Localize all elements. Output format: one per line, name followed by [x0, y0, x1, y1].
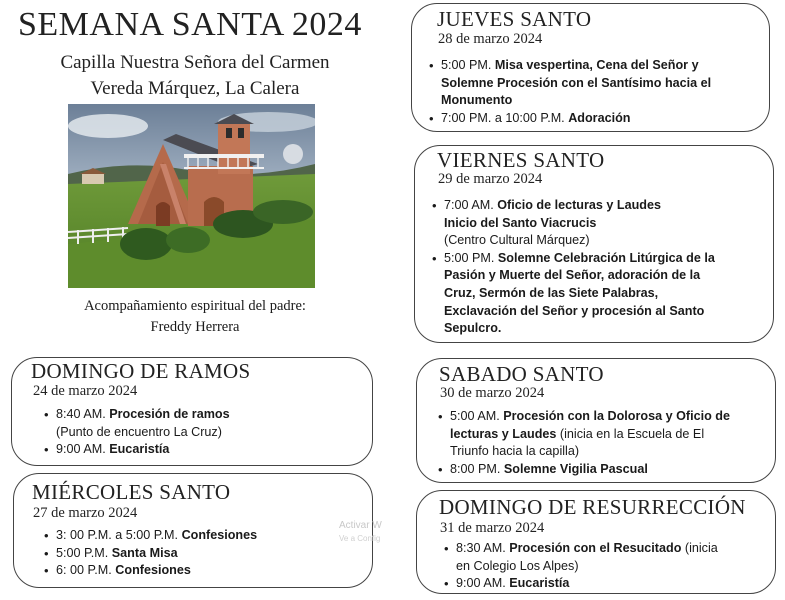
chapel-name: Capilla Nuestra Señora del Carmen — [60, 52, 330, 73]
domingo-resurreccion-list — [442, 540, 772, 593]
item-time: 9:00 AM. — [456, 576, 510, 591]
item-event: Procesión con la Dolorosa y Oficio de — [503, 409, 730, 423]
item-event: Solemne Procesión con el Santísimo hacia el — [441, 75, 712, 90]
list-item — [427, 110, 767, 128]
sabado-santo-title: SABADO SANTO — [439, 362, 604, 386]
item-event: Exclavación del Señor y procesión al Santo — [444, 303, 705, 318]
item-time: 8:40 AM. — [56, 407, 110, 421]
list-item-cont — [427, 75, 767, 93]
chapel-location: Vereda Márquez, La Calera — [90, 78, 300, 99]
item-event: Solemne Vigilia Pascual — [503, 461, 648, 476]
list-item — [442, 540, 772, 558]
item-time: 8:30 AM. — [456, 541, 510, 555]
item-event: Inicio del Santo Viacrucis — [444, 215, 597, 230]
jueves-santo-date: 28 de marzo 2024 — [438, 31, 543, 47]
activation-watermark-title: Activar W — [339, 520, 382, 531]
item-event: Santa Misa — [111, 545, 178, 560]
item-event: Confesiones — [115, 563, 191, 578]
list-item — [430, 197, 770, 215]
item-event: Procesión con el Resucitado — [509, 541, 682, 555]
item-note: Triunfo hacia la capilla) — [450, 444, 580, 459]
item-time: 5:00 PM. — [444, 250, 498, 265]
chapel-photo — [68, 104, 315, 288]
item-time: 5:00 PM. — [441, 58, 495, 72]
item-event: Procesión de ramos — [109, 407, 230, 421]
list-item — [42, 441, 367, 459]
list-item-note — [42, 424, 367, 442]
list-item — [427, 57, 767, 75]
list-item-cont — [430, 267, 770, 285]
viernes-santo-date: 29 de marzo 2024 — [438, 171, 543, 187]
jueves-santo-title: JUEVES SANTO — [437, 7, 592, 31]
miercoles-santo-date: 27 de marzo 2024 — [33, 505, 138, 521]
item-note: (inicia en la Escuela de El — [556, 426, 705, 441]
list-item — [42, 406, 367, 424]
item-event: Eucaristía — [109, 442, 170, 457]
list-item — [442, 575, 772, 593]
viernes-santo-title: VIERNES SANTO — [437, 148, 605, 172]
list-item-cont — [430, 303, 770, 321]
domingo-resurreccion-title: DOMINGO DE RESURRECCIÓN — [439, 495, 746, 519]
item-event: Pasión y Muerte del Señor, adoración de la — [444, 268, 701, 283]
item-time: 8:00 PM. — [450, 461, 504, 476]
miercoles-santo-title: MIÉRCOLES SANTO — [32, 480, 231, 504]
list-item — [436, 408, 776, 426]
poster-title: SEMANA SANTA 2024 — [18, 6, 362, 43]
domingo-resurreccion-date: 31 de marzo 2024 — [440, 520, 545, 536]
sabado-santo-date: 30 de marzo 2024 — [440, 385, 545, 401]
item-note: (Punto de encuentro La Cruz) — [56, 424, 222, 439]
item-event: Solemne Celebración Litúrgica de la — [497, 250, 715, 265]
item-note: (Centro Cultural Márquez) — [444, 233, 590, 248]
miercoles-santo-list — [42, 527, 367, 580]
list-item — [430, 250, 770, 268]
list-item-note — [436, 443, 776, 461]
item-time: 9:00 AM. — [56, 442, 110, 457]
item-time: 7:00 AM. — [444, 198, 498, 212]
domingo-ramos-date: 24 de marzo 2024 — [33, 383, 138, 399]
item-time: 5:00 AM. — [450, 409, 504, 423]
item-event: Cruz, Sermón de las Siete Palabras, — [444, 285, 659, 300]
item-event: Eucaristía — [509, 576, 570, 591]
item-event: lecturas y Laudes — [450, 426, 557, 441]
list-item-note — [442, 558, 772, 576]
jueves-santo-list — [427, 57, 767, 127]
domingo-ramos-list — [42, 406, 367, 459]
list-item-note — [430, 232, 770, 250]
item-note: (inicia — [681, 541, 718, 555]
accompaniment-priest: Freddy Herrera — [150, 319, 240, 335]
domingo-ramos-title: DOMINGO DE RAMOS — [31, 359, 251, 383]
item-event: Oficio de lecturas y Laudes — [497, 198, 661, 212]
list-item-cont — [436, 426, 776, 444]
list-item-cont — [427, 92, 767, 110]
list-item — [42, 545, 367, 563]
item-time: 5:00 P.M. — [56, 545, 112, 560]
item-time: 6: 00 P.M. — [56, 563, 116, 578]
item-note: en Colegio Los Alpes) — [456, 558, 579, 573]
item-event: Monumento — [441, 93, 513, 108]
list-item — [42, 562, 367, 580]
list-item-cont — [430, 285, 770, 303]
activation-watermark-subtitle: Ve a Config — [339, 534, 381, 543]
viernes-santo-list — [430, 197, 770, 338]
list-item — [436, 461, 776, 479]
item-time: 7:00 PM. a 10:00 P.M. — [441, 110, 569, 125]
item-event: Misa vespertina, Cena del Señor y — [494, 58, 699, 72]
accompaniment-label: Acompañamiento espiritual del padre: — [84, 298, 306, 314]
list-item-cont — [430, 320, 770, 338]
item-time: 3: 00 P.M. a 5:00 P.M. — [56, 528, 182, 542]
sabado-santo-list — [436, 408, 776, 478]
list-item-cont — [430, 215, 770, 233]
item-event: Adoración — [568, 110, 631, 125]
item-event: Sepulcro. — [444, 321, 502, 336]
item-event: Confesiones — [181, 528, 258, 542]
list-item — [42, 527, 367, 545]
